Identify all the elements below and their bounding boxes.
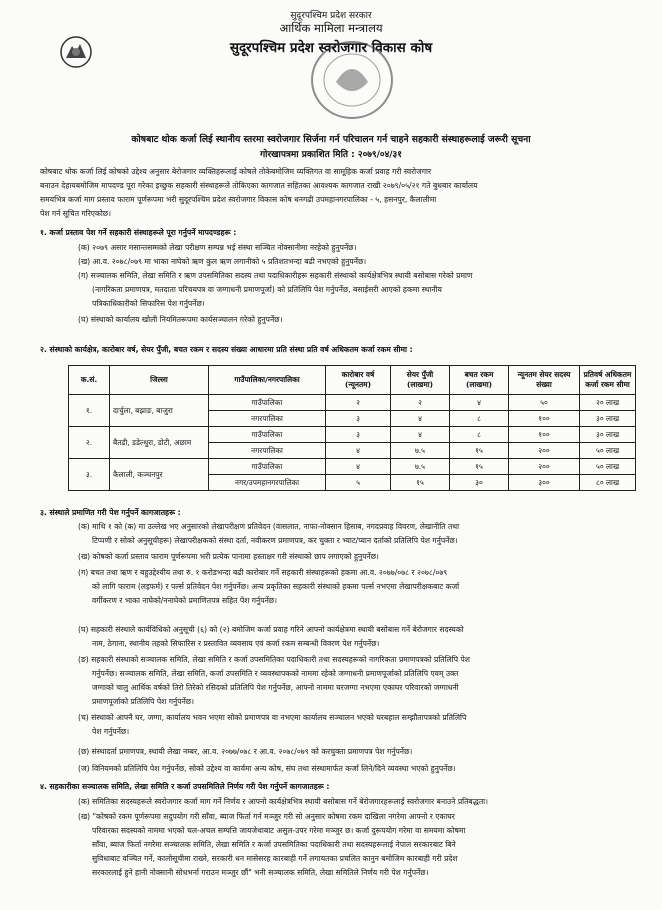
table-cell: ५ <box>326 475 391 491</box>
section3-line: प्रमाणपूर्जाको प्रतिलिपि पेश गर्नुपर्नेछ। <box>92 697 194 706</box>
section1-item: (क) २०७९ असार मसान्तसम्मको लेखा परीक्षण सम्पन्न भई संस्था सञ्चित नोक्सानीमा नरहेको हुनुपर्नेछ। <box>78 243 357 252</box>
table-cell: ४ <box>326 443 391 459</box>
section3-line: टिप्पणी र सोको अनुसूचीहरू) लेखापरीक्षकको संस्था दर्ता, नवीकरण प्रमाणपत्र, कर चुक्ता र भ्याट/प्यान दर्ताको प्रतिलिपि पेश गर्नुपर्नेछ। <box>92 536 458 545</box>
table-cell: ४ <box>450 395 509 411</box>
table-cell: गाउँपालिका <box>209 459 326 475</box>
table-cell: ३० लाख <box>580 411 636 427</box>
table-cell: दार्चुला, बझाङ, बाजुरा <box>110 395 209 427</box>
section3-line: गर्नुपर्नेछ। सञ्चालक समिति, लेखा समिति, कर्जा उपसमिति र व्यवस्थापकको नाममा रहेको जग्गाधनी प्रमाणपूर्जाको प्रतिलिपि एवम् उक्त <box>92 669 459 678</box>
table-cell: गाउँपालिका <box>209 427 326 443</box>
section3-line: वर्गीकरण र भाका नाघेको/ननाघेको प्रमाणितपत्र सहित पेश गर्नुपर्नेछ। <box>92 596 277 605</box>
table-cell: २०० <box>509 459 580 475</box>
table-cell: १५ <box>450 443 509 459</box>
table-cell: २ <box>326 395 391 411</box>
table-cell: १५ <box>391 475 450 491</box>
table-cell: १. <box>69 395 110 427</box>
table-header: कारोबार वर्ष (न्यूनतम) <box>326 366 391 395</box>
table-cell: ५० लाख <box>580 459 636 475</box>
intro-line: समयभित्र कर्जा माग प्रस्ताव फाराम पूर्णरूपमा भरी सुदूरपश्चिम प्रदेश स्वरोजगार विकास कोष धनगढी उपमहानगरपालिका - ५, हसनपुर, कैलालीमा <box>40 195 437 204</box>
table-row <box>69 395 636 411</box>
notice-title: कोषबाट थोक कर्जा लिई स्थानीय स्तरमा स्वरोजगार सिर्जना गर्न परिचालन गर्न चाहने सहकारी संस्थाहरूलाई जरूरी सूचना <box>131 134 531 145</box>
table-cell: २०० <box>509 443 580 459</box>
table-cell: ७.५ <box>391 443 450 459</box>
table-cell: ४ <box>391 427 450 443</box>
table-cell: नगर/उपमहानगरपालिका <box>209 475 326 491</box>
section3-line: जग्गाको चालु आर्थिक वर्षको तिरो तिरेको रसिदको प्रतिलिपि पेश गर्नुपर्नेछ, आफ्नो नाममा घरजग्गा नभएमा एकाघर परिवारको जग्गाधनी <box>92 683 459 692</box>
table-row <box>69 459 636 475</box>
table-header: सेयर पुँजी (लाखमा) <box>391 366 450 395</box>
table-cell: ४ <box>326 459 391 475</box>
section3-line: (घ) सहकारी संस्थाले कार्यविधिको अनुसूची (६) को (२) बमोजिम कर्जा प्रवाह गरिने आफ्नो कार्यक्षेत्रमा स्थायी बसोबास गर्ने बेरोजगार सदस्यको <box>78 625 464 634</box>
section3-line: (ख) कोषको कर्जा प्रस्ताव फाराम पूर्णरूपमा भरी प्रत्येक पानामा हस्ताक्षर गरी संस्थाको छाप लगाएको हुनुपर्नेछ। <box>78 552 379 561</box>
section3-line: को लागि फाराम (लइफर्म) र पर्ल्स प्रतिवेदन पेश गर्नुपर्नेछ। अन्य प्रकृतिका सहकारी संस्थाको हकमा पर्ल्स नभएमा लेखापरीक्षकबाट कर्जा <box>92 582 460 591</box>
table-header: क.सं. <box>69 366 110 395</box>
table-cell: ४ <box>391 411 450 427</box>
table-header: बचत रकम (लाखमा) <box>450 366 509 395</box>
intro-line: बनाउन देहायबमोजिम मापदण्ड पूरा गरेका इच्छुक सहकारी संस्थाहरूले तोकिएका कागजात सहितका आवश्यक कागजात राखी २०७९/०५/२१ गते बुधबार कार्यालय <box>40 181 478 190</box>
table-header: जिल्ला <box>110 366 209 395</box>
section1-item: (नागरिकता प्रमाणपत्र, मतदाता परिचयपत्र वा जग्गाधनी प्रमाणपूर्जा) को प्रतिलिपि पेश गर्नुपर्नेछ, बसाईसरी आएको हकमा स्थानीय <box>92 285 442 294</box>
table-cell: ३० लाख <box>580 427 636 443</box>
table-cell: ३०० <box>509 475 580 491</box>
table-cell: गाउँपालिका <box>209 395 326 411</box>
header-ministry: आर्थिक मामिला मन्त्रालय <box>279 21 383 35</box>
table-header: प्रतिवर्ष अधिकतम कर्जा रकम सीमा <box>580 366 636 395</box>
section3-line: (ग) बचत तथा ऋण र बहुउद्देश्यीय तथा रु. १ करोडभन्दा बढी कारोबार गर्ने सहकारी संस्थाहरूको हकमा आ.व. २०७७/०७८ र २०७८/०७९ <box>78 568 448 577</box>
table-cell: नगरपालिका <box>209 443 326 459</box>
table-cell: ३० <box>450 475 509 491</box>
header-organization: सुदूरपश्चिम प्रदेश स्वरोजगार विकास कोष <box>229 40 433 56</box>
section3-line: (च) संस्थाको आफ्नै घर, जग्गा, कार्यालय भवन भएमा सोको प्रमाणपत्र वा नभएमा कार्यालय सञ्चालन भएको घरबहाल सम्झौतापत्रको प्रतिलिपि <box>78 713 467 722</box>
section3-line: पेश गर्नुपर्नेछ। <box>92 727 130 736</box>
section4-line: (ख) "कोषको रकम पूर्णरूपमा सदुपयोग गरी साँवा, ब्याज फिर्ता गर्न मञ्जुर गरी सो अनुसार कोषमा रकम दाखिला नगरेमा आफ्नो र एकाघर <box>78 812 455 821</box>
official-seal-stamp <box>306 36 398 124</box>
section3-line: (छ) संस्थादर्ता प्रमाणपत्र, स्थायी लेखा नम्बर, आ.व. २०७७/०७८ र आ.व. २०७८/०७९ को करचुक्ता प्रमाणपत्र पेश गर्नुपर्नेछ। <box>78 747 413 756</box>
intro-line: पेश गर्न सूचित गरिएकोछ। <box>40 209 112 218</box>
header-province: सुदूरपश्चिम प्रदेश सरकार <box>290 11 372 21</box>
section1-item: (ग) सञ्चालक समिति, लेखा समिति र ऋण उपसमितिका सदस्य तथा पदाधिकारीहरू सहकारी संस्थाको कार्यक्षेत्रभित्र स्थायी बसोबास गरेको प्रमाण <box>78 271 473 280</box>
table-header: गाउँपालिका/नगरपालिका <box>209 366 326 395</box>
table-row <box>69 427 636 443</box>
table-cell: १०० <box>509 427 580 443</box>
table-cell: ३ <box>326 411 391 427</box>
section1-item: (घ) संस्थाको कार्यालय खोली नियमितरूपमा कार्यसञ्चालन गरेको हुनुपर्नेछ। <box>78 315 283 324</box>
section3-line: (ङ) सहकारी संस्थाको सञ्चालक समिति, लेखा समिति र कर्जा उपसमितिका पदाधिकारी तथा सदस्यहरूको नागरिकता प्रमाणपत्रको प्रतिलिपि पेश <box>78 655 470 664</box>
section3-title: ३. संस्थाले प्रमाणित गरी पेश गर्नुपर्ने कागजातहरू : <box>40 508 181 517</box>
section1-item: (ख) आ.व. २०७८/०७९ मा भाका नाघेको ऋण कुल ऋण लगानीको ५ प्रतिशतभन्दा बढी नभएको हुनुपर्नेछ। <box>78 257 367 266</box>
section1-item: पत्रिकाधिकारीको सिफारिस पेश गर्नुपर्नेछ। <box>92 299 205 308</box>
table-cell: २ <box>391 395 450 411</box>
table-cell: ८० लाख <box>580 475 636 491</box>
section3-line: (क) माथि १ को (क) मा उल्लेख भए अनुसारको लेखापरीक्षण प्रतिवेदन (वासलात, नाफा-नोक्सान हिसाब, नगदप्रवाह विवरण, लेखानीति तथा <box>78 522 460 531</box>
publish-date: गोरखापत्रमा प्रकाशित मिति : २०७९/०४/३१ <box>260 150 402 160</box>
section3-line: (ज) विनियमको प्रतिलिपि पेश गर्नुपर्नेछ, सोको उद्देश्य वा कार्यमा अन्य कोष, संघ तथा संस्थामार्फत कर्जा लिने/दिने व्यवस्था भएको हुनुपर्नेछ। <box>78 764 456 773</box>
table-cell: ७.५ <box>391 459 450 475</box>
table-cell: १५ <box>450 459 509 475</box>
table-cell: ३ <box>326 427 391 443</box>
loan-limit-table <box>68 365 636 491</box>
intro-line: कोषबाट थोक कर्जा लिई कोषको उद्देश्य अनुसार बेरोजगार व्यक्तिहरूलाई कोषले तोकेबमोजिम व्यक्तिगत वा सामूहिक कर्जा प्रवाह गरी स्वरोजगार <box>40 167 432 176</box>
section2-title: २. संस्थाको कार्यक्षेत्र, कारोबार वर्ष, सेयर पुँजी, बचत रकम र सदस्य संख्या आधारमा प्रति संस्था प्रति वर्ष अधिकतम कर्जा रकम सीमा : <box>40 345 413 354</box>
table-cell: २० लाख <box>580 395 636 411</box>
section4-line: सुविधाबाट वञ्चित गर्ने, कालोसूचीमा राख्ने, सरकारी धन मासेसरह कारबाही गर्ने लगायतका प्रचलित कानुन बमोजिम कारबाही गरी प्रदेश <box>92 854 458 863</box>
table-cell: कैलाली, कञ्चनपुर <box>110 459 209 491</box>
table-cell: ३. <box>69 459 110 491</box>
table-cell: ८ <box>450 427 509 443</box>
section3-line: नाम, ठेगाना, स्थानीय तहको सिफारिस र प्रस्तावित व्यवसाय एवं कर्जा रकम सम्बन्धी विवरण पेश गर्नुपर्नेछ। <box>92 639 380 648</box>
table-header: न्यूनतम सेयर सदस्य संख्या <box>509 366 580 395</box>
section4-line: सरकारलाई हुने हानी नोक्सानी सोधभर्ना गराउन मञ्जुर छौं" भनी सञ्चालक समिति, लेखा समितिले निर्णय गरी पेश गर्नुपर्नेछ। <box>92 868 429 877</box>
table-cell: २. <box>69 427 110 459</box>
section1-title: १. कर्जा प्रस्ताव पेश गर्ने सहकारी संस्थाहरूले पूरा गर्नुपर्ने मापदण्डहरू : <box>40 228 237 237</box>
table-cell: नगरपालिका <box>209 411 326 427</box>
table-cell: बैतडी, डडेल्धुरा, डोटी, अछाम <box>110 427 209 459</box>
section4-line: (क) समितिका सदस्यहरूले स्वरोजगार कर्जा माग गर्ने निर्णय र आफ्नो कार्यक्षेत्रभित्र स्थायी बसोबास गर्ने बेरोजगारहरूलाई स्वरोजगार बनाउने प्रतिबद्धता। <box>78 797 489 806</box>
section4-title: ४. सहकारीका सञ्चालक समिति, लेखा समिति र कर्जा उपसमितिले निर्णय गरी पेश गर्नुपर्ने कागजातहरू : <box>40 782 330 791</box>
table-cell: ५० <box>509 395 580 411</box>
section4-line: परिवारका सदस्यको नाममा भएको चल-अचल सम्पत्ति जायजेथाबाट असुल-उपर गरेमा मञ्जुर छ। कर्जा दुरूपयोग गरेमा वा समयमा कोषमा <box>92 826 466 835</box>
table-cell: १०० <box>509 411 580 427</box>
table-cell: ५० लाख <box>580 443 636 459</box>
table-cell: ८ <box>450 411 509 427</box>
section4-line: साँवा, ब्याज फिर्ता नगरेमा सञ्चालक समिति, लेखा समिति र कर्जा उपसमितिका पदाधिकारी तथा सदस्यहरूलाई नेपाल सरकारबाट बिने <box>92 840 456 849</box>
